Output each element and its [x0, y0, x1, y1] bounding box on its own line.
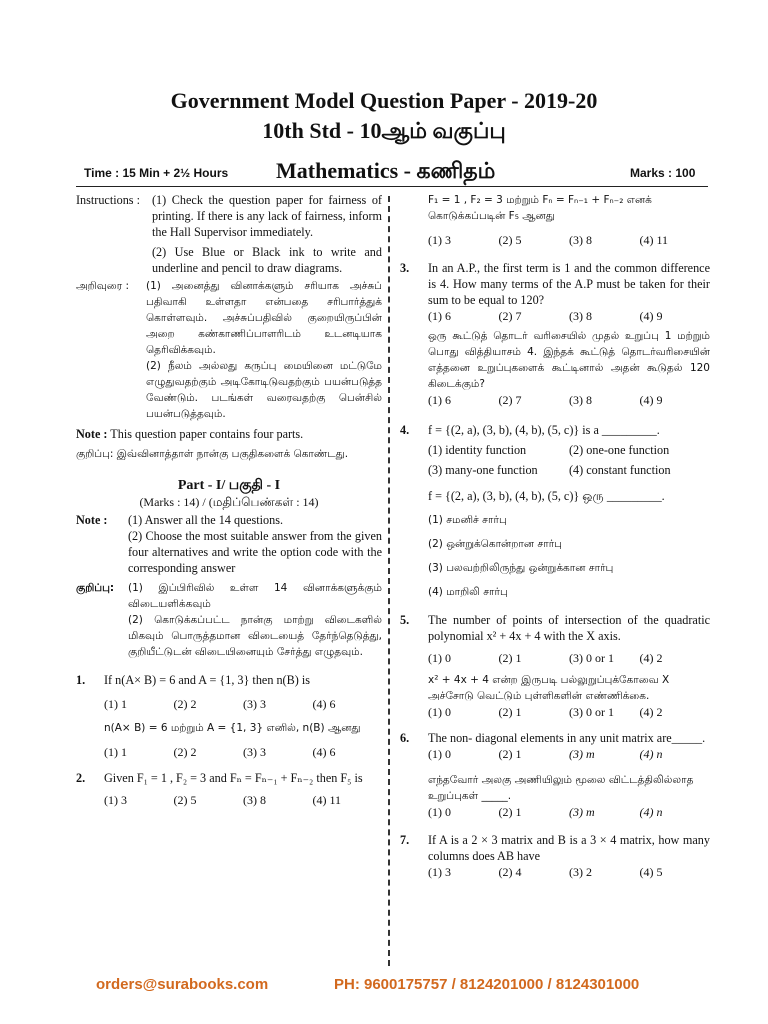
question-text: In an A.P., the first term is 1 and the common difference is 4. How many terms of the A.P must be taken for their sum to be equal to 120? [428, 261, 710, 307]
question-text: If A is a 2 × 3 matrix and B is a 3 × 4 matrix, how many columns does AB have [428, 833, 710, 863]
option-1[interactable]: (1) 6 [428, 393, 451, 407]
subject-title: Mathematics - கணிதம் [276, 158, 496, 183]
option-4[interactable]: (4) 9 [639, 309, 663, 323]
question-7 [400, 832, 710, 880]
part-note [76, 512, 382, 576]
question-5 [400, 612, 710, 720]
option-3[interactable]: (3) 8 [243, 793, 266, 807]
option-4[interactable]: (4) மாறிலி சார்பு [428, 586, 508, 598]
part-title: Part - I/ பகுதி - I [177, 478, 281, 493]
option-3[interactable]: (3) m [569, 805, 595, 819]
option-3[interactable]: (3) 2 [569, 865, 592, 879]
question-text-ta: f = {(2, a), (3, b), (4, b), (5, c)} ஒரு _________. [428, 489, 665, 503]
question-4 [400, 422, 710, 604]
instructions-ta-label: அறிவுரை : [76, 280, 129, 292]
option-2[interactable]: (2) 5 [173, 793, 197, 807]
option-2[interactable]: (2) 5 [498, 233, 522, 247]
question-1 [76, 672, 382, 760]
question-text-ta: எந்தவோர் அலகு அணியிலும் மூலை விட்டத்திலில்லாத உறுப்புகள் _____. [428, 774, 694, 802]
question-number: 7. [400, 833, 410, 847]
question-number: 6. [400, 731, 410, 745]
option-4[interactable]: (4) 9 [639, 393, 663, 407]
option-1[interactable]: (1) 3 [104, 793, 127, 807]
part-marks: (Marks : 14) / (மதிப்பெண்கள் : 14) [139, 495, 319, 509]
question-text: The number of points of intersection of the quadratic polynomial x² + 4x + 4 with the X axis. [428, 613, 710, 643]
option-1[interactable]: (1) 0 [428, 651, 451, 665]
option-4[interactable]: (4) 6 [312, 745, 336, 759]
option-2[interactable]: (2) 2 [173, 745, 197, 759]
instructions-label: Instructions : [76, 193, 140, 207]
option-4[interactable]: (4) 6 [312, 697, 336, 711]
header-row [0, 158, 768, 188]
part-note-ta-1: (1) இப்பிரிவில் உள்ள 14 வினாக்களுக்கும் விடையளிக்கவும் [128, 582, 382, 610]
column-divider [388, 196, 390, 966]
question-text-ta: x² + 4x + 4 என்ற இருபடி பல்லுறுப்புக்கோவை X அச்சோடு வெட்டும் புள்ளிகளின் எண்ணிக்கை. [428, 674, 670, 702]
part-note-1: (1) Answer all the 14 questions. [128, 513, 284, 527]
option-3[interactable]: (3) 8 [569, 309, 592, 323]
option-2[interactable]: (2) 4 [498, 865, 522, 879]
note-label: Note : [76, 427, 108, 441]
option-1[interactable]: (1) 1 [104, 697, 127, 711]
option-1[interactable]: (1) 0 [428, 747, 451, 761]
question-text: f = {(2, a), (3, b), (4, b), (5, c)} is a _________. [428, 423, 660, 437]
option-4[interactable]: (4) 2 [639, 705, 663, 719]
left-column [76, 192, 382, 808]
instruction-2: (2) Use Blue or Black ink to write and underline and pencil to draw diagrams. [152, 245, 382, 275]
option-1[interactable]: (1) 1 [104, 745, 127, 759]
question-3 [400, 260, 710, 408]
question-options-ta [428, 704, 710, 720]
header-divider [76, 186, 708, 187]
option-1[interactable]: (1) identity function [428, 443, 527, 457]
instruction-1: (1) Check the question paper for fairness of printing. If there is any lack of fairness, inform the Hall Supervisor immediately. [152, 193, 382, 239]
part-note-2: (2) Choose the most suitable answer from the given four alternatives and write the option code with the corresponding answer [128, 529, 382, 575]
question-text: The non- diagonal elements in any unit matrix are_____. [428, 731, 706, 745]
option-3[interactable]: (3) 0 or 1 [569, 651, 614, 665]
option-2[interactable]: (2) 1 [498, 651, 522, 665]
option-3[interactable]: (3) 3 [243, 745, 266, 759]
option-1[interactable]: (1) சமனிச் சார்பு [428, 514, 507, 526]
question-number: 3. [400, 261, 410, 275]
option-1[interactable]: (1) 3 [428, 233, 451, 247]
option-2[interactable]: (2) 1 [498, 805, 522, 819]
question-options-ta [428, 508, 710, 604]
option-4[interactable]: (4) constant function [569, 463, 671, 477]
option-2[interactable]: (2) 7 [498, 393, 522, 407]
option-3[interactable]: (3) பலவற்றிலிருந்து ஒன்றுக்கான சார்பு [428, 562, 614, 574]
option-3[interactable]: (3) 8 [569, 233, 592, 247]
question-text-ta: n(A× B) = 6 மற்றும் A = {1, 3} எனில், n(B) ஆனது [104, 722, 361, 734]
question-number: 5. [400, 613, 410, 627]
option-3[interactable]: (3) many-one function [428, 463, 538, 477]
option-1[interactable]: (1) 6 [428, 309, 451, 323]
option-2[interactable]: (2) 7 [498, 309, 522, 323]
question-number: 2. [76, 771, 86, 785]
question-number: 4. [400, 423, 410, 437]
instructions-en [76, 192, 382, 276]
question-options-ta [428, 392, 710, 408]
footer-email[interactable]: orders@surabooks.com [96, 976, 269, 993]
option-3[interactable]: (3) 8 [569, 393, 592, 407]
question-options [428, 442, 710, 478]
option-4[interactable]: (4) n [639, 747, 663, 761]
option-3[interactable]: (3) 3 [243, 697, 266, 711]
question-options [428, 746, 710, 762]
question-2-ta: F₁ = 1 , F₂ = 3 மற்றும் Fₙ = Fₙ₋₁ + Fₙ₋₂ எனக் கொடுக்கப்படின் F₅ ஆனது [428, 194, 652, 222]
option-1[interactable]: (1) 0 [428, 705, 451, 719]
option-4[interactable]: (4) 11 [312, 793, 342, 807]
option-4[interactable]: (4) n [639, 805, 663, 819]
option-4[interactable]: (4) 11 [639, 233, 669, 247]
option-3[interactable]: (3) m [569, 747, 595, 761]
time-label: Time : 15 Min + 2½ Hours [84, 166, 229, 180]
question-options-ta [104, 744, 382, 760]
question-options [104, 792, 382, 808]
note-line [76, 426, 382, 442]
question-options [428, 308, 710, 324]
part-note-ta [76, 580, 382, 660]
option-2[interactable]: (2) ஒன்றுக்கொன்றான சார்பு [428, 538, 562, 550]
question-text: Given F₁ = 1 , F₂ = 3 and Fₙ = Fₙ₋₁ + Fₙ₋₂ then F₅ is [104, 771, 363, 785]
option-4[interactable]: (4) 2 [639, 651, 663, 665]
option-2[interactable]: (2) 1 [498, 747, 522, 761]
question-6 [400, 730, 710, 820]
note-text: This question paper contains four parts. [110, 427, 304, 441]
option-2[interactable]: (2) one-one function [569, 443, 670, 457]
instruction-ta-2: (2) நீலம் அல்லது கருப்பு மையினை மட்டுமே எழுதுவதற்கும் அடிகோடிடுவதற்கும் பயன்படுத்த வேண்டும். படங்கள் வரைவதற்கு பென்சில் பயன்படுத்தவும். [146, 360, 382, 420]
option-1[interactable]: (1) 0 [428, 805, 451, 819]
question-text: If n(A× B) = 6 and A = {1, 3} then n(B) is [104, 673, 310, 687]
marks-label: Marks : 100 [630, 166, 696, 180]
option-1[interactable]: (1) 3 [428, 865, 451, 879]
part-note-ta-2: (2) கொடுக்கப்பட்ட நான்கு மாற்று விடைகளில் மிகவும் பொருத்தமான விடையைத் தேர்ந்தெடுத்து, குறியீட்டுடன் விடையினையும் சேர்த்து எழுதவும். [128, 614, 382, 658]
option-3[interactable]: (3) 0 or 1 [569, 705, 614, 719]
paper-subtitle: 10th Std - 10ஆம் வகுப்பு [262, 118, 506, 143]
footer-phone: PH: 9600175757 / 8124201000 / 8124301000 [334, 976, 640, 993]
question-options [428, 864, 710, 880]
question-options [104, 696, 382, 712]
option-4[interactable]: (4) 5 [639, 865, 663, 879]
question-2 [76, 770, 382, 808]
option-2[interactable]: (2) 1 [498, 705, 522, 719]
instructions-ta [76, 278, 382, 422]
paper-title: Government Model Question Paper - 2019-20 [170, 88, 598, 113]
question-options [428, 650, 710, 666]
part-note-ta-label: குறிப்பு: [76, 582, 115, 594]
note-ta: குறிப்பு: இவ்வினாத்தாள் நான்கு பகுதிகளைக் கொண்டது. [76, 448, 349, 460]
question-number: 1. [76, 673, 86, 687]
question-text-ta: ஒரு கூட்டுத் தொடர் வரிசையில் முதல் உறுப்பு 1 மற்றும் பொது வித்தியாசம் 4. இந்தக் கூட்டுத் தொடர்வரிசையின் எத்தனை உறுப்புகளைக் கூட்டினால் அதன் கூடுதல் 120 கிடைக்கும்? [428, 330, 710, 390]
right-column [400, 192, 710, 880]
part-note-label: Note : [76, 513, 108, 527]
question-2-options-ta [428, 232, 710, 248]
instruction-ta-1: (1) அனைத்து வினாக்களும் சரியாக அச்சுப் பதிவாகி உள்ளதா என்பதை சரிபார்த்துக் கொள்ளவும். அச்சுப்பதிவில் குறையிருப்பின் அறை கண்காணிப்பாளரிடம் உடனடியாக தெரிவிக்கவும். [146, 280, 382, 356]
option-2[interactable]: (2) 2 [173, 697, 197, 711]
question-options-ta [428, 804, 710, 820]
